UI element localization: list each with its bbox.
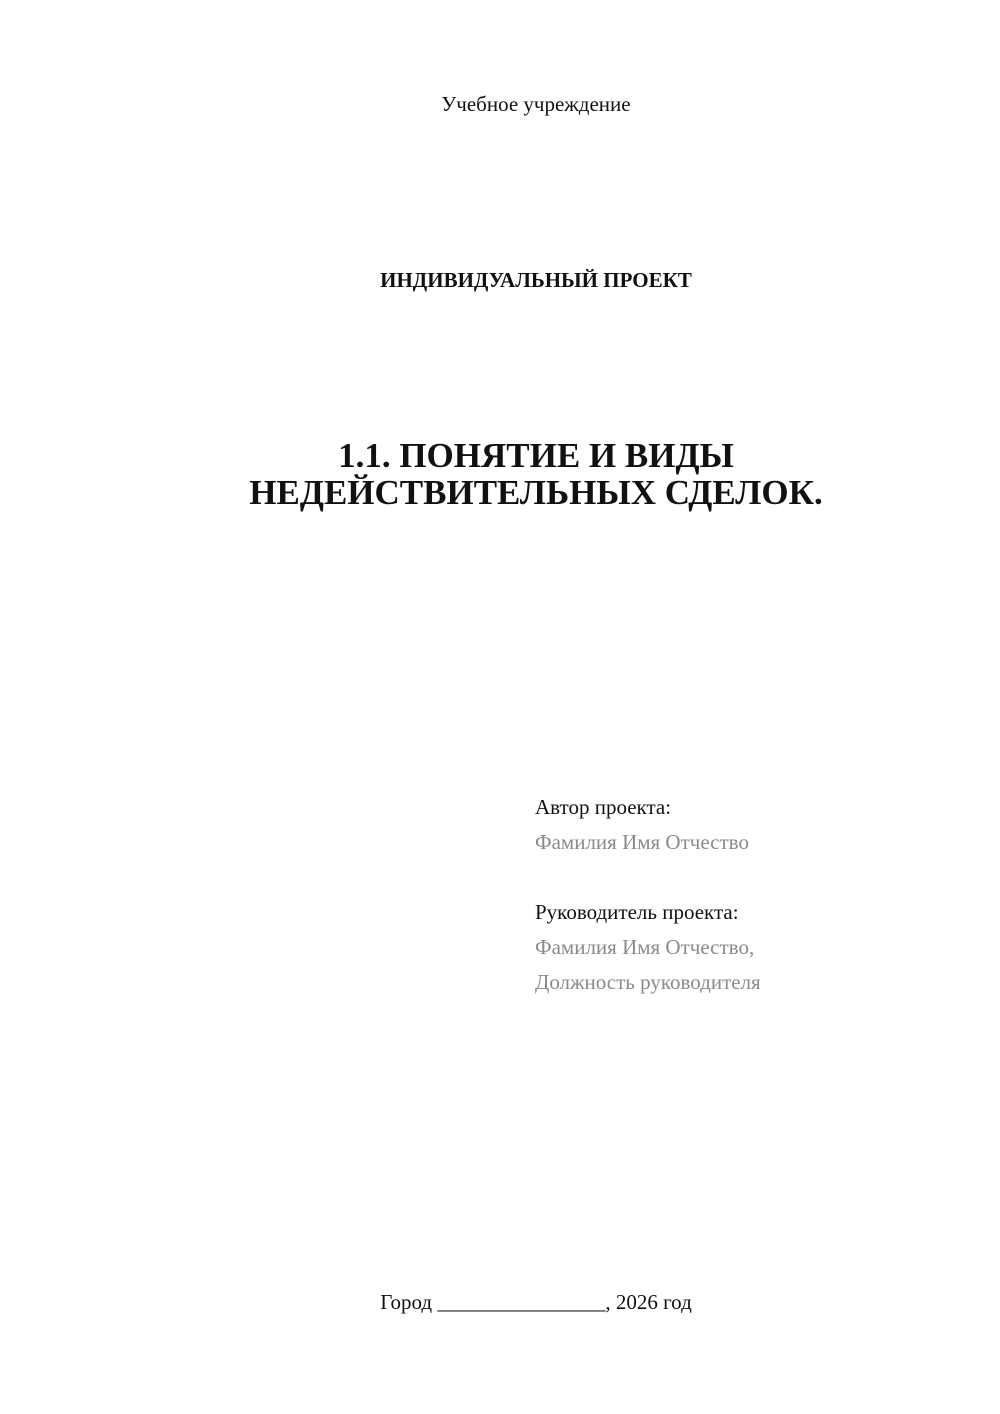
city-year-line: Город ________________, 2026 год bbox=[380, 1290, 692, 1314]
supervisor-position: Должность руководителя bbox=[535, 970, 761, 994]
project-title-line-1: 1.1. ПОНЯТИЕ И ВИДЫ bbox=[338, 436, 734, 475]
info-spacer bbox=[535, 860, 955, 895]
supervisor-name: Фамилия Имя Отчество, bbox=[535, 935, 755, 959]
author-label: Автор проекта: bbox=[535, 795, 672, 819]
project-type-heading: ИНДИВИДУАЛЬНЫЙ ПРОЕКТ bbox=[380, 268, 692, 292]
project-title bbox=[0, 437, 1000, 511]
institution-name: Учебное учреждение bbox=[441, 92, 631, 116]
supervisor-label: Руководитель проекта: bbox=[535, 900, 739, 924]
project-title-line-2: НЕДЕЙСТВИТЕЛЬНЫХ СДЕЛОК. bbox=[249, 473, 823, 512]
author-name: Фамилия Имя Отчество bbox=[535, 830, 749, 854]
project-info-block bbox=[535, 790, 955, 1000]
